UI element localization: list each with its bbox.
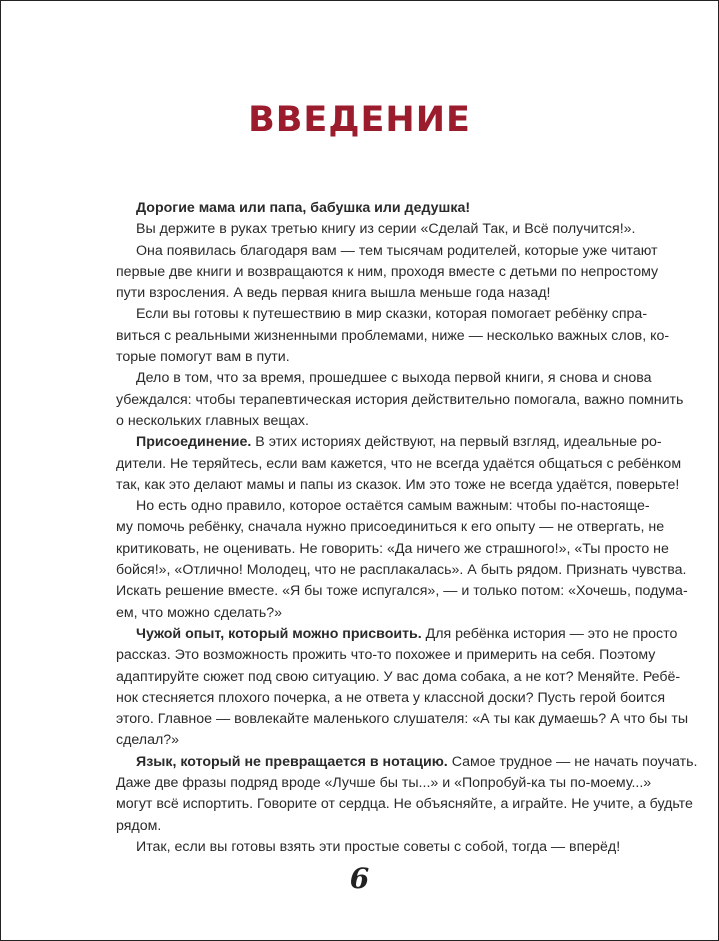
- text-line: [116, 241, 658, 262]
- line-text: В этих историях действуют, на первый взгляд, идеальные ро-: [251, 434, 662, 451]
- text-line: [116, 390, 684, 411]
- text-line: [116, 326, 670, 347]
- text-line: [116, 347, 605, 368]
- line-text: убеждался: чтобы терапевтическая история действительно помогала, важно помнить: [116, 391, 684, 408]
- page-title: ВВЕДЕНИЕ: [248, 100, 471, 140]
- paragraph: [116, 496, 688, 624]
- line-text: о нескольких главных вещах.: [116, 412, 309, 429]
- line-text: му помочь ребёнку, сначала нужно присоединиться к его опыту — не отвергать, не: [116, 519, 665, 536]
- line-text: нок стесняется плохого почерка, а не ответа у классной доски? Пусть герой боится: [116, 689, 666, 706]
- line-text: критиковать, не оценивать. Не говорить: «Да ничего же страшного!», «Ты просто не: [116, 540, 669, 557]
- text-line: [116, 794, 693, 815]
- line-text: Вы держите в руках третью книгу из серии «Сделай Так, и Всё получится!».: [136, 221, 636, 238]
- text-line: [116, 730, 605, 751]
- text-line: [116, 475, 680, 496]
- text-line: [116, 624, 678, 645]
- text-line: [116, 752, 698, 773]
- text-line: [116, 560, 687, 581]
- line-text: виться с реальными жизненными проблемами, ниже — несколько важных слов, ко-: [116, 327, 670, 344]
- text-line: [116, 411, 605, 432]
- line-text: рядом.: [116, 817, 162, 834]
- line-text: пути взросления. А ведь первая книга вышла меньше года назад!: [116, 285, 551, 302]
- line-text: ем, что можно сделать?»: [116, 604, 283, 621]
- text-line: [116, 603, 605, 624]
- paragraph: [116, 241, 659, 305]
- page-number: 6: [349, 862, 370, 895]
- line-text: так, как это делают мамы и папы из сказок. Им это тоже не всегда удаётся, поверьте!: [116, 476, 680, 493]
- paragraph-lead: Дорогие мама или папа, бабушка или дедушка!: [136, 200, 471, 216]
- paragraph: [116, 432, 682, 496]
- paragraph: [116, 624, 689, 752]
- line-text: этого. Главное — вовлекайте маленького слушателя: «А ты как думаешь? А что бы ты: [116, 711, 689, 728]
- line-text: торые помогут вам в пути.: [116, 349, 290, 366]
- paragraph: [116, 304, 670, 368]
- text-line: [116, 219, 636, 240]
- text-line: [116, 304, 648, 325]
- text-line: [116, 581, 688, 602]
- line-text: адаптируйте сюжет под свою ситуацию. У вас дома собака, а не кот? Меняйте. Ребё-: [116, 668, 681, 685]
- text-line: [116, 198, 605, 219]
- text-line: [116, 517, 665, 538]
- text-line: [116, 539, 669, 560]
- line-text: бойся!», «Отлично! Молодец, что не расплакалась». А быть рядом. Признать чувства.: [116, 562, 687, 579]
- body-text: [116, 198, 698, 858]
- text-line: [116, 688, 666, 709]
- paragraph: [116, 219, 636, 240]
- line-text: дители. Не теряйтесь, если вам кажется, что не всегда удаётся общаться с ребёнком: [116, 455, 682, 472]
- paragraph: [116, 837, 621, 858]
- line-text: Искать решение вместе. «Я бы тоже испугался», — и только потом: «Хочешь, подума-: [116, 583, 688, 600]
- line-text: Самое трудное — не начать поучать.: [447, 753, 698, 770]
- line-text: Дело в том, что за время, прошедшее с выхода первой книги, я снова и снова: [136, 370, 652, 387]
- text-line: [116, 709, 689, 730]
- paragraph: [116, 752, 698, 837]
- paragraph: [116, 368, 684, 432]
- text-line: [116, 645, 656, 666]
- text-line: [116, 454, 682, 475]
- line-text: сделал?»: [116, 732, 180, 749]
- line-text: Если вы готовы к путешествию в мир сказки, которая помогает ребёнку спра-: [136, 306, 648, 323]
- line-text: первые две книги и возвращаются к ним, проходя вместе с детьми по непростому: [116, 263, 659, 280]
- text-line: [116, 773, 652, 794]
- paragraph-lead: Чужой опыт, который можно присвоить.: [136, 625, 422, 642]
- text-line: [116, 816, 605, 837]
- text-line: [116, 368, 652, 389]
- line-text: Она появилась благодаря вам — тем тысячам родителей, которые уже читают: [136, 242, 658, 259]
- line-text: рассказ. Это возможность прожить что-то похожее и примерить на себя. Поэтому: [116, 647, 656, 664]
- line-text: Но есть одно правило, которое остаётся самым важным: чтобы по-настояще-: [136, 498, 650, 515]
- paragraph-lead: Язык, который не превращается в нотацию.: [136, 753, 448, 770]
- text-line: [116, 667, 681, 688]
- line-text: Для ребёнка история — это не просто: [421, 625, 678, 642]
- line-text: Итак, если вы готовы взять эти простые советы с собой, тогда — вперёд!: [136, 838, 621, 855]
- line-text: Даже две фразы подряд вроде «Лучше бы ты...» и «Попробуй-ка ты по-моему...»: [116, 775, 652, 792]
- text-line: [116, 837, 621, 858]
- line-text: могут всё испортить. Говорите от сердца. Не объясняйте, а играйте. Не учите, а будьте: [116, 796, 693, 813]
- text-line: [116, 432, 662, 453]
- paragraph-lead: Присоединение.: [136, 434, 252, 451]
- text-line: [116, 262, 659, 283]
- paragraph: [116, 198, 605, 219]
- text-line: [116, 496, 650, 517]
- text-line: [116, 283, 605, 304]
